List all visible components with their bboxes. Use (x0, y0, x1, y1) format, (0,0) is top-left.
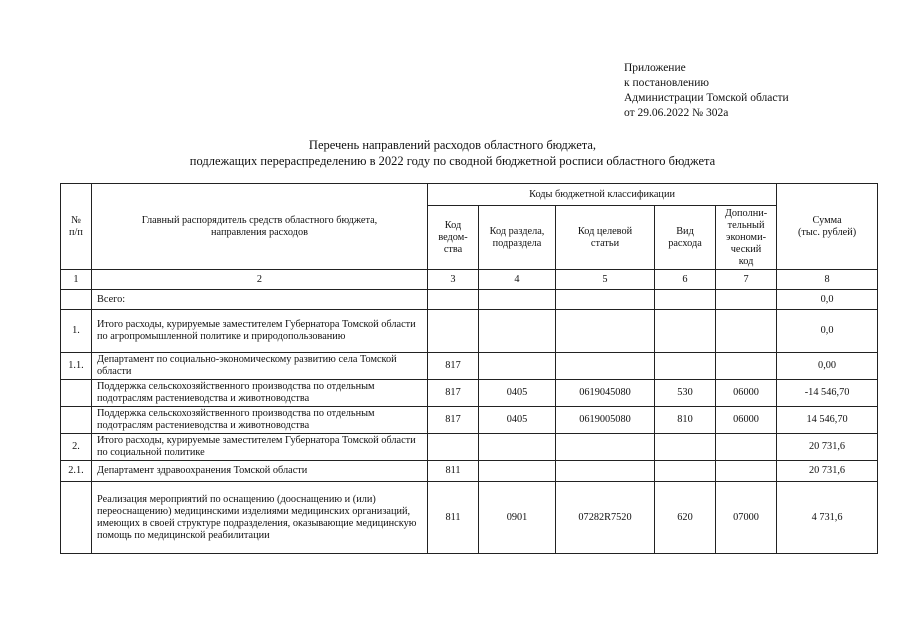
title-line: подлежащих перераспределению в 2022 году по сводной бюджетной росписи областного бюджета (189, 154, 716, 168)
cell-no: 1. (61, 310, 92, 353)
cell-no (61, 407, 92, 434)
appendix-block (624, 61, 789, 121)
header-exp-type-label: Вид расхода (668, 225, 702, 249)
cell-extra (716, 434, 777, 461)
appendix-line: Приложение (624, 62, 686, 74)
cell-extra (716, 310, 777, 353)
table-row (61, 434, 878, 461)
cell-section: 0405 (479, 407, 556, 434)
header-no (61, 184, 92, 270)
header-name (92, 184, 428, 270)
cell-target: 0619005080 (556, 407, 655, 434)
cell-section (479, 353, 556, 380)
cell-sum: 4 731,6 (777, 482, 878, 554)
header-extra-label: Дополни- тельный экономи- ческий код (724, 207, 768, 267)
cell-sum: -14 546,70 (777, 380, 878, 407)
header-target (556, 206, 655, 270)
cell-no (61, 290, 92, 310)
budget-table (60, 183, 878, 554)
cell-no: 1.1. (61, 353, 92, 380)
cell-target (556, 290, 655, 310)
column-number: 8 (777, 270, 878, 290)
cell-name: Реализация мероприятий по оснащению (дооснащению и (или) переоснащению) медицинскими изделиями медицинских организаций, имеющих в своей структуре подразделения, оказывающие медицинскую помощь по медицинской реабилитации (92, 482, 428, 554)
cell-sum: 0,00 (777, 353, 878, 380)
cell-name: Всего: (92, 290, 428, 310)
header-section-label: Код раздела, подраздела (489, 225, 545, 249)
cell-sum: 0,0 (777, 310, 878, 353)
cell-dept (428, 290, 479, 310)
column-number-row (61, 270, 878, 290)
cell-exp-type (655, 290, 716, 310)
header-group: Коды бюджетной классификации (428, 184, 777, 206)
cell-target: 07282R7520 (556, 482, 655, 554)
cell-exp-type (655, 310, 716, 353)
cell-extra: 06000 (716, 380, 777, 407)
column-number: 6 (655, 270, 716, 290)
cell-sum: 14 546,70 (777, 407, 878, 434)
cell-exp-type: 620 (655, 482, 716, 554)
header-dept (428, 206, 479, 270)
cell-dept (428, 434, 479, 461)
cell-sum: 20 731,6 (777, 434, 878, 461)
table-row (61, 407, 878, 434)
cell-name: Департамент по социально-экономическому развитию села Томской области (92, 353, 428, 380)
appendix-line: Администрации Томской области (624, 92, 789, 104)
cell-section: 0901 (479, 482, 556, 554)
cell-section (479, 310, 556, 353)
title-line: Перечень направлений расходов областного бюджета, (308, 138, 597, 152)
header-name-label: Главный распорядитель средств областного бюджета, направления расходов (141, 214, 378, 238)
cell-extra: 06000 (716, 407, 777, 434)
table-row (61, 461, 878, 482)
cell-target: 0619045080 (556, 380, 655, 407)
cell-target (556, 353, 655, 380)
appendix-line: к постановлению (624, 77, 709, 89)
cell-target (556, 434, 655, 461)
cell-no: 2.1. (61, 461, 92, 482)
cell-exp-type (655, 461, 716, 482)
header-extra (716, 206, 777, 270)
cell-exp-type: 810 (655, 407, 716, 434)
cell-name: Поддержка сельскохозяйственного производства по отдельным подотраслям растениеводства и животноводства (92, 380, 428, 407)
cell-dept: 817 (428, 380, 479, 407)
table-row (61, 482, 878, 554)
cell-section (479, 461, 556, 482)
cell-target (556, 461, 655, 482)
cell-extra (716, 353, 777, 380)
column-number: 7 (716, 270, 777, 290)
column-number: 4 (479, 270, 556, 290)
cell-dept: 811 (428, 482, 479, 554)
cell-extra: 07000 (716, 482, 777, 554)
cell-section (479, 434, 556, 461)
column-number: 5 (556, 270, 655, 290)
cell-section (479, 290, 556, 310)
cell-no: 2. (61, 434, 92, 461)
header-section (479, 206, 556, 270)
cell-target (556, 310, 655, 353)
document-title (0, 137, 905, 169)
cell-name: Поддержка сельскохозяйственного производства по отдельным подотраслям растениеводства и животноводства (92, 407, 428, 434)
cell-sum: 20 731,6 (777, 461, 878, 482)
header-exp-type (655, 206, 716, 270)
column-number: 2 (92, 270, 428, 290)
cell-no (61, 380, 92, 407)
column-number: 1 (61, 270, 92, 290)
cell-dept: 817 (428, 353, 479, 380)
cell-exp-type (655, 353, 716, 380)
header-row (61, 184, 878, 206)
cell-name: Итого расходы, курируемые заместителем Губернатора Томской области по агропромышленной политике и природопользованию (92, 310, 428, 353)
table-row (61, 310, 878, 353)
table-row (61, 353, 878, 380)
cell-extra (716, 290, 777, 310)
header-sum (777, 184, 878, 270)
cell-exp-type: 530 (655, 380, 716, 407)
cell-extra (716, 461, 777, 482)
header-sum-label: Сумма (тыс. рублей) (797, 214, 857, 238)
cell-dept: 817 (428, 407, 479, 434)
appendix-date: от 29.06.2022 № 302а (624, 107, 729, 119)
cell-name: Итого расходы, курируемые заместителем Губернатора Томской области по социальной политике (92, 434, 428, 461)
cell-sum: 0,0 (777, 290, 878, 310)
cell-name: Департамент здравоохранения Томской области (92, 461, 428, 482)
cell-dept: 811 (428, 461, 479, 482)
header-no-label: № п/п (69, 214, 83, 238)
table-row (61, 290, 878, 310)
header-target-label: Код целевой статьи (577, 225, 633, 249)
cell-section: 0405 (479, 380, 556, 407)
cell-dept (428, 310, 479, 353)
column-number: 3 (428, 270, 479, 290)
table-row (61, 380, 878, 407)
header-dept-label: Код ведом- ства (438, 219, 468, 255)
cell-no (61, 482, 92, 554)
cell-exp-type (655, 434, 716, 461)
